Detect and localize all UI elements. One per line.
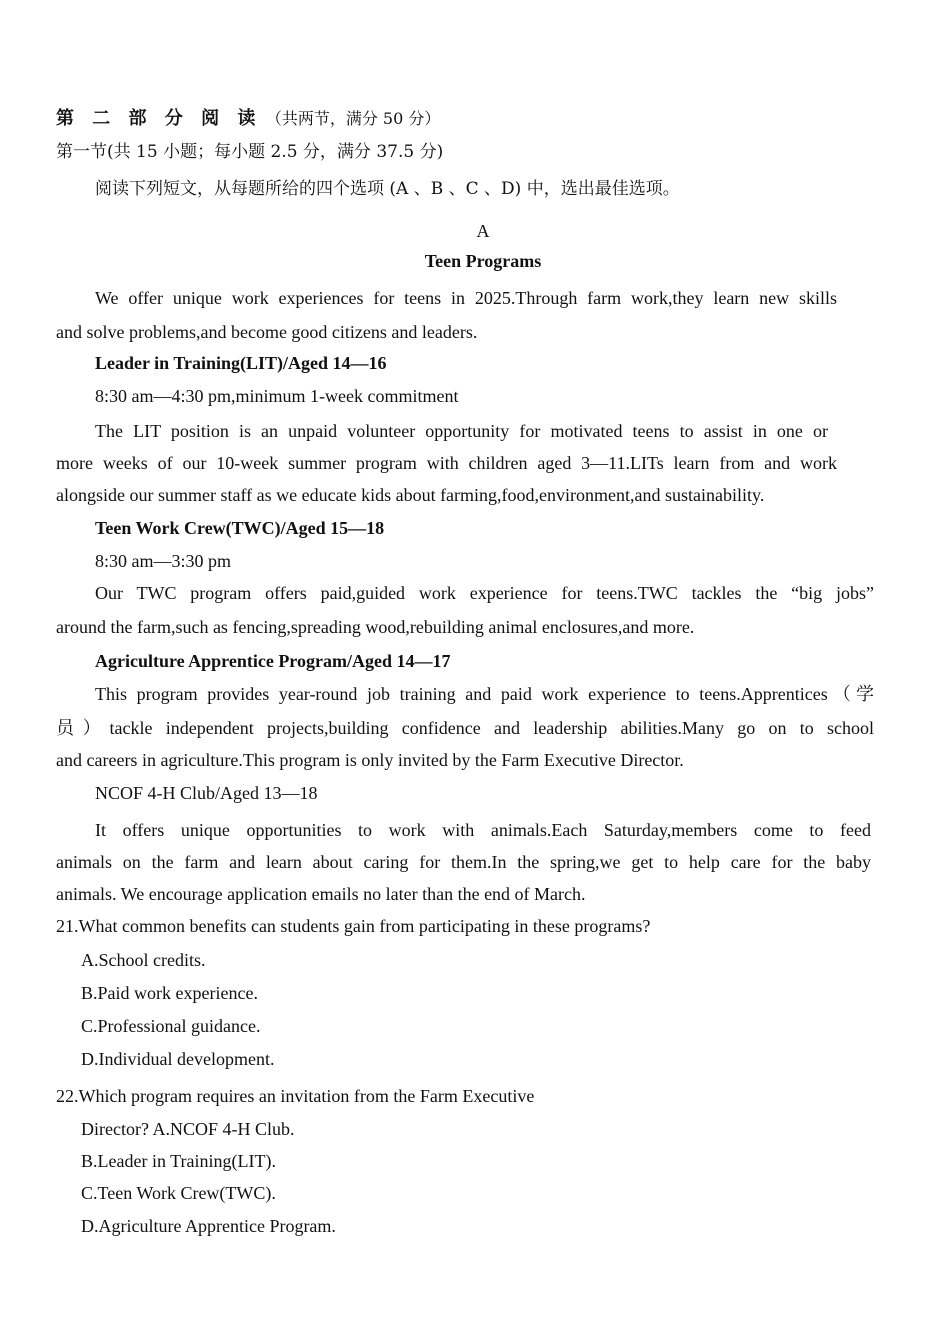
q21-option-a: A.School credits.: [81, 950, 206, 970]
passage-title: Teen Programs: [424, 251, 542, 271]
ncof-line-3: animals. We encourage application emails no later than the end of March.: [56, 884, 586, 904]
q21-option-b: B.Paid work experience.: [81, 983, 258, 1003]
q21-option-c: C.Professional guidance.: [81, 1016, 261, 1036]
lit-heading: Leader in Training(LIT)/Aged 14—16: [95, 353, 387, 373]
twc-time: 8:30 am—3:30 pm: [95, 551, 231, 571]
agri-line-3: and careers in agriculture.This program is only invited by the Farm Executive Director.: [56, 750, 684, 770]
section-header: [56, 107, 440, 130]
section-title: 第 二 部 分 阅 读: [56, 108, 262, 129]
q22-stem: 22.Which program requires an invitation from the Farm Executive: [56, 1086, 535, 1106]
instruction: 阅读下列短文，从每题所给的四个选项 (A 、B 、C 、D) 中，选出最佳选项。: [95, 179, 680, 199]
agri-line-1: This program provides year-round job training and paid work experience to teens.Apprentices（学: [95, 684, 874, 704]
twc-line-2: around the farm,such as fencing,spreading wood,rebuilding animal enclosures,and more.: [56, 617, 695, 637]
lit-line-3: alongside our summer staff as we educate kids about farming,food,environment,and sustainability.: [56, 485, 765, 505]
section-score-note: （共两节，满分 50 分）: [265, 109, 441, 128]
q22-option-b: B.Leader in Training(LIT).: [81, 1151, 276, 1171]
agri-heading: Agriculture Apprentice Program/Aged 14—17: [95, 651, 451, 671]
ncof-line-2: animals on the farm and learn about caring for them.In the spring,we get to help care for the baby: [56, 852, 871, 872]
ncof-line-1: It offers unique opportunities to work with animals.Each Saturday,members come to feed: [95, 820, 871, 840]
q21-option-d: D.Individual development.: [81, 1049, 275, 1069]
intro-line-1: We offer unique work experiences for teens in 2025.Through farm work,they learn new skills: [95, 288, 837, 308]
q21-stem: 21.What common benefits can students gain from participating in these programs?: [56, 916, 651, 936]
subsection-title: 第一节(共 15 小题；每小题 2.5 分，满分 37.5 分): [56, 142, 444, 162]
passage-label: A: [476, 221, 490, 241]
lit-line-2: more weeks of our 10-week summer program with children aged 3—11.LITs learn from and work: [56, 453, 837, 473]
ncof-heading: NCOF 4-H Club/Aged 13—18: [95, 783, 318, 803]
twc-heading: Teen Work Crew(TWC)/Aged 15—18: [95, 518, 385, 538]
q22-stem-cont-option-a: Director? A.NCOF 4-H Club.: [81, 1119, 295, 1139]
agri-line-2: 员）tackle independent projects,building confidence and leadership abilities.Many go on to school: [56, 718, 874, 738]
lit-time: 8:30 am—4:30 pm,minimum 1-week commitment: [95, 386, 459, 406]
q22-option-d: D.Agriculture Apprentice Program.: [81, 1216, 336, 1236]
twc-line-1: Our TWC program offers paid,guided work experience for teens.TWC tackles the “big jobs”: [95, 583, 874, 603]
q22-option-c: C.Teen Work Crew(TWC).: [81, 1183, 276, 1203]
intro-line-2: and solve problems,and become good citizens and leaders.: [56, 322, 478, 342]
lit-line-1: The LIT position is an unpaid volunteer opportunity for motivated teens to assist in one or: [95, 421, 828, 441]
